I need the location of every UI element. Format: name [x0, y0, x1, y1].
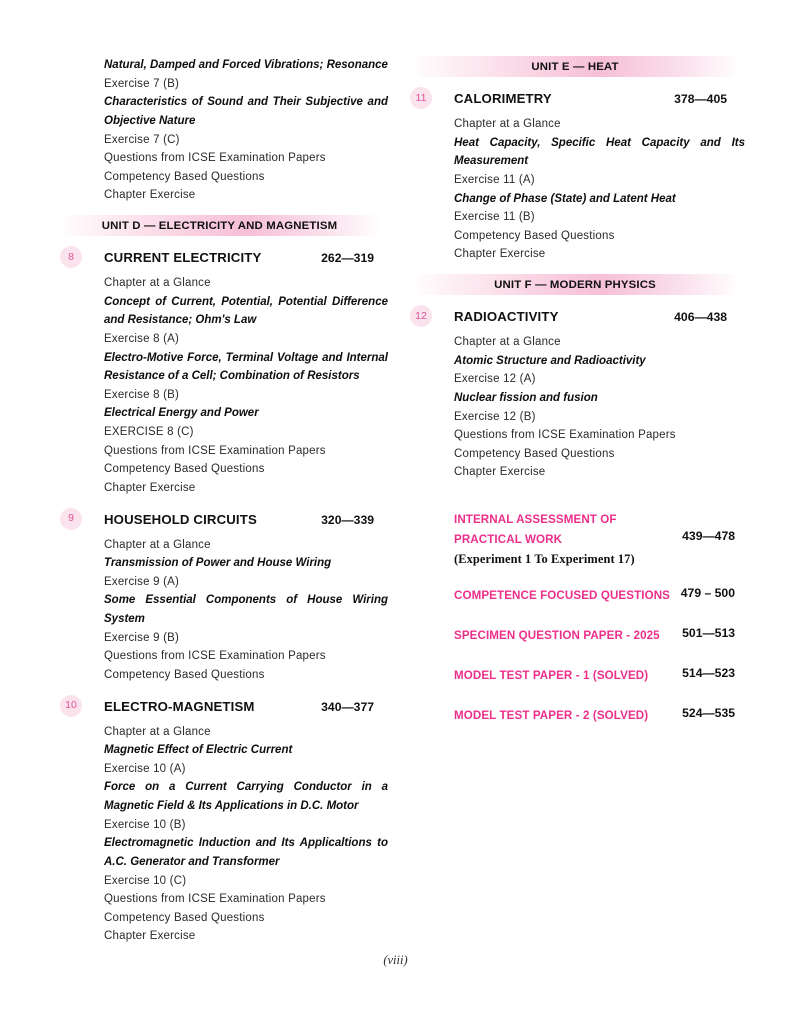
- internal-assessment-text: [454, 510, 682, 570]
- chapter-at-a-glance-entry: Chapter at a Glance: [454, 118, 561, 130]
- right-column: [396, 0, 791, 946]
- back-matter-label: MODEL TEST PAPER - 1 (SOLVED): [454, 668, 649, 682]
- continued-chapter-entries: [56, 56, 388, 205]
- unit-banner-label: UNIT D — ELECTRICITY AND MAGNETISM: [101, 219, 338, 232]
- chapter-number-badge: 11: [410, 87, 432, 109]
- chapter-page-range: 378—405: [674, 92, 727, 106]
- questions-entry: Questions from ICSE Examination Papers: [104, 893, 326, 906]
- chapter-title: ELECTRO-MAGNETISM: [104, 698, 255, 714]
- back-matter-label: MODEL TEST PAPER - 2 (SOLVED): [454, 708, 649, 722]
- topic-entry: Magnetic Effect of Electric Current: [104, 744, 293, 757]
- topic-entry: Atomic Structure and Radioactivity: [454, 354, 646, 367]
- internal-assessment-entry[interactable]: [454, 510, 745, 570]
- topic-entry: Force on a Current Carrying Conductor in a Magnetic Field & Its Applications in D.C. Motor: [104, 781, 388, 812]
- chapter-title: HOUSEHOLD CIRCUITS: [104, 511, 257, 527]
- topic-entry: Natural, Damped and Forced Vibrations; Resonance: [104, 59, 388, 71]
- chapter-number-badge: 10: [60, 695, 82, 717]
- competency-entry: Competency Based Questions: [104, 911, 265, 924]
- exercise-entry: Exercise 7 (B): [104, 77, 180, 90]
- chapter-exercise-entry: Chapter Exercise: [454, 466, 546, 479]
- topic-entry: Electrical Energy and Power: [104, 407, 259, 420]
- competency-entry: Competency Based Questions: [454, 229, 615, 242]
- chapter-heading-10[interactable]: [56, 699, 388, 714]
- chapter-at-a-glance-entry: Chapter at a Glance: [104, 538, 211, 551]
- back-matter-page-range: 479 – 500: [680, 585, 735, 600]
- internal-assessment-line1: INTERNAL ASSESSMENT OF: [454, 513, 617, 526]
- chapter-exercise-entry: Chapter Exercise: [454, 248, 546, 261]
- exercise-entry: Exercise 11 (B): [454, 211, 535, 224]
- internal-assessment-page-range: 439—478: [682, 529, 735, 543]
- topic-entry: Transmission of Power and House Wiring: [104, 557, 332, 570]
- questions-entry: Questions from ICSE Examination Papers: [454, 429, 676, 442]
- chapter-title: CALORIMETRY: [454, 91, 552, 106]
- page-number-footer: (viii): [383, 953, 408, 967]
- competency-entry: Competency Based Questions: [104, 668, 265, 681]
- specimen-question-paper-entry[interactable]: [454, 626, 745, 646]
- exercise-entry: Exercise 10 (B): [104, 818, 186, 831]
- chapter-title: RADIOACTIVITY: [454, 309, 559, 324]
- exercise-entry: Exercise 9 (B): [104, 631, 180, 644]
- back-matter-page-range: 524—535: [682, 705, 735, 720]
- left-column: [0, 0, 396, 946]
- back-matter-label: SPECIMEN QUESTION PAPER - 2025: [454, 628, 660, 642]
- unit-banner-label: UNIT F — MODERN PHYSICS: [494, 278, 656, 291]
- chapter-number-badge: 12: [410, 305, 432, 327]
- internal-assessment-subtitle: (Experiment 1 To Experiment 17): [454, 551, 635, 566]
- chapter-heading-11[interactable]: [406, 91, 745, 106]
- exercise-entry: Exercise 10 (C): [104, 874, 187, 887]
- questions-entry: Questions from ICSE Examination Papers: [104, 152, 326, 165]
- competency-entry: Competency Based Questions: [104, 463, 265, 476]
- exercise-entry: Exercise 9 (A): [104, 575, 180, 588]
- exercise-entry: Exercise 12 (B): [454, 410, 536, 423]
- model-test-paper-1-entry[interactable]: [454, 666, 745, 686]
- chapter-exercise-entry: Chapter Exercise: [104, 481, 196, 494]
- unit-banner-label: UNIT E — HEAT: [531, 60, 619, 73]
- unit-banner-f: [410, 274, 740, 295]
- competence-focused-questions-entry[interactable]: [454, 586, 745, 606]
- chapter-number-badge: 9: [60, 508, 82, 530]
- chapter-page-range: 262—319: [321, 251, 374, 265]
- chapter-9-entries: [56, 536, 388, 685]
- competency-entry: Competency Based Questions: [104, 170, 265, 183]
- chapter-title: CURRENT ELECTRICITY: [104, 250, 262, 265]
- topic-entry: Electro-Motive Force, Terminal Voltage and Internal Resistance of a Cell; Combination of Resistors: [104, 351, 388, 383]
- exercise-entry: Exercise 12 (A): [454, 373, 536, 386]
- chapter-8-entries: [56, 274, 388, 498]
- topic-entry: Heat Capacity, Specific Heat Capacity and Its Measurement: [454, 136, 745, 168]
- back-matter-label: COMPETENCE FOCUSED QUESTIONS: [454, 588, 671, 602]
- back-matter-page-range: 501—513: [682, 625, 735, 640]
- back-matter-section: [406, 510, 745, 725]
- topic-entry: Concept of Current, Potential, Potential Difference and Resistance; Ohm's Law: [104, 295, 388, 327]
- questions-entry: Questions from ICSE Examination Papers: [104, 650, 326, 663]
- chapter-at-a-glance-entry: Chapter at a Glance: [104, 725, 211, 738]
- chapter-number-badge: 8: [60, 246, 82, 268]
- exercise-entry: Exercise 10 (A): [104, 762, 186, 775]
- topic-entry: Characteristics of Sound and Their Subjective and Objective Nature: [104, 96, 388, 127]
- competency-entry: Competency Based Questions: [454, 447, 615, 460]
- chapter-page-range: 320—339: [321, 512, 374, 527]
- questions-entry: Questions from ICSE Examination Papers: [104, 444, 326, 457]
- topic-entry: Electromagnetic Induction and Its Applicaltions to A.C. Generator and Transformer: [104, 837, 388, 868]
- exercise-entry: Exercise 7 (C): [104, 133, 180, 146]
- chapter-exercise-entry: Chapter Exercise: [104, 189, 196, 202]
- chapter-11-entries: [406, 115, 745, 264]
- back-matter-page-range: 514—523: [682, 665, 735, 680]
- exercise-entry: Exercise 8 (B): [104, 388, 180, 401]
- model-test-paper-2-entry[interactable]: [454, 706, 745, 726]
- topic-entry: Change of Phase (State) and Latent Heat: [454, 192, 676, 205]
- chapter-heading-9[interactable]: [56, 512, 388, 527]
- chapter-10-entries: [56, 723, 388, 947]
- exercise-entry: EXERCISE 8 (C): [104, 426, 194, 438]
- exercise-entry: Exercise 8 (A): [104, 332, 180, 345]
- chapter-12-entries: [406, 333, 745, 482]
- unit-banner-e: [410, 56, 740, 77]
- chapter-exercise-entry: Chapter Exercise: [104, 930, 196, 943]
- chapter-page-range: 406—438: [674, 310, 727, 324]
- unit-banner-d: [57, 215, 382, 236]
- chapter-heading-12[interactable]: [406, 309, 745, 324]
- chapter-at-a-glance-entry: Chapter at a Glance: [104, 277, 211, 289]
- exercise-entry: Exercise 11 (A): [454, 173, 535, 186]
- chapter-at-a-glance-entry: Chapter at a Glance: [454, 336, 561, 348]
- topic-entry: Nuclear fission and fusion: [454, 391, 598, 404]
- chapter-heading-8[interactable]: [56, 250, 388, 265]
- topic-entry: Some Essential Components of House Wiring System: [104, 594, 388, 625]
- internal-assessment-line2: PRACTICAL WORK: [454, 532, 563, 546]
- chapter-page-range: 340—377: [321, 699, 374, 714]
